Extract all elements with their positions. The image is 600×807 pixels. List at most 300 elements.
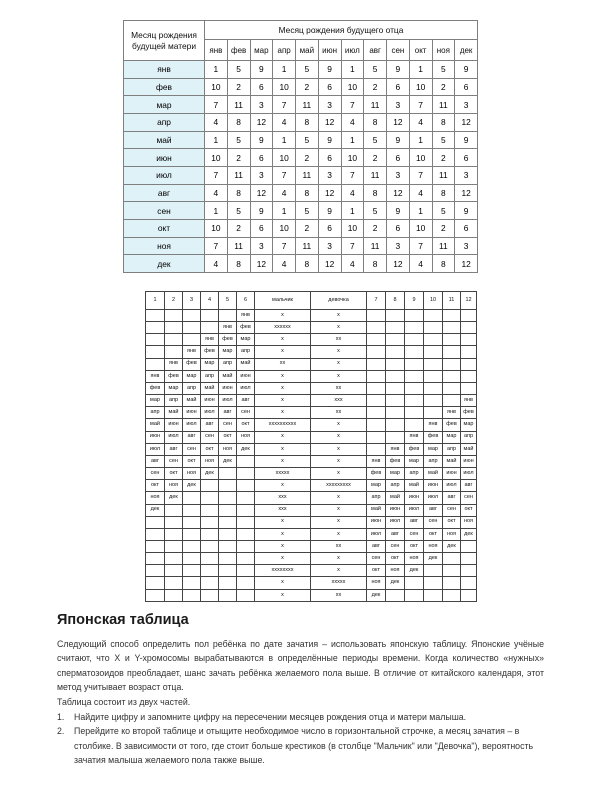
table-cell: 9: [455, 131, 478, 149]
table-cell: 10: [273, 78, 296, 96]
table-cell: 8: [432, 113, 455, 131]
table-cell: [237, 455, 255, 467]
table-header-row: [124, 21, 478, 40]
table-cell: [237, 565, 255, 577]
table-cell: дек: [219, 455, 237, 467]
table-cell: [367, 322, 386, 334]
table-cell: авг: [237, 395, 255, 407]
table-cell: 7: [341, 166, 364, 184]
table-cell: [367, 334, 386, 346]
table-cell: 6: [387, 219, 410, 237]
table-row: [146, 310, 477, 322]
table-cell: [461, 577, 477, 589]
table-cell: [165, 528, 183, 540]
table-cell: окт: [443, 516, 461, 528]
table-cell: [183, 528, 201, 540]
table-cell: 4: [341, 113, 364, 131]
table-cell: [405, 395, 424, 407]
table-row: [146, 504, 477, 516]
table-cell: окт: [201, 443, 219, 455]
table-header-cell: 4: [201, 292, 219, 310]
table-cell: май: [386, 492, 405, 504]
table-cell: 5: [432, 131, 455, 149]
table-cell: дек: [201, 468, 219, 480]
table-cell: [237, 528, 255, 540]
table-row: [124, 237, 478, 255]
table-cell: 8: [296, 184, 319, 202]
table-cell: 4: [273, 113, 296, 131]
table-cell: мар: [424, 443, 443, 455]
table-cell: [424, 322, 443, 334]
table-cell: 7: [205, 237, 228, 255]
table-cell: ноя: [146, 492, 165, 504]
table-cell: фев: [405, 443, 424, 455]
table-cell: [201, 540, 219, 552]
table-cell: 1: [409, 61, 432, 79]
table-cell: апр: [219, 358, 237, 370]
table-cell: x: [311, 419, 367, 431]
table-cell: сен: [146, 468, 165, 480]
table-cell: xxxxxx: [255, 322, 311, 334]
table-row: [146, 492, 477, 504]
table-cell: мар: [461, 419, 477, 431]
table-cell: апр: [237, 346, 255, 358]
table-header-cell: 5: [219, 292, 237, 310]
table-cell: ноя: [165, 480, 183, 492]
table-row: [146, 431, 477, 443]
table-cell: x: [255, 407, 311, 419]
table-cell: мар: [183, 370, 201, 382]
table-cell: 1: [205, 202, 228, 220]
table-cell: x: [255, 589, 311, 601]
table-cell: [201, 516, 219, 528]
table-row: [146, 455, 477, 467]
table-cell: дек: [461, 528, 477, 540]
table-cell: [146, 322, 165, 334]
table-cell: июл: [237, 382, 255, 394]
table-cell: окт: [165, 468, 183, 480]
table-cell: xxxxx: [255, 468, 311, 480]
table-cell: [146, 310, 165, 322]
table-cell: 6: [250, 149, 273, 167]
table-cell: 8: [364, 113, 387, 131]
table-row: [124, 78, 478, 96]
table-cell: [443, 577, 461, 589]
table-cell: 11: [364, 237, 387, 255]
table-cell: x: [311, 443, 367, 455]
table-cell: июн: [367, 516, 386, 528]
table-cell: [219, 468, 237, 480]
table-cell: [183, 334, 201, 346]
table-cell: 1: [205, 131, 228, 149]
table-cell: 7: [341, 237, 364, 255]
table-cell: авг: [183, 431, 201, 443]
table-cell: x: [255, 310, 311, 322]
table-cell: 12: [387, 255, 410, 273]
table-row: [146, 468, 477, 480]
table-cell: [424, 346, 443, 358]
table-cell: 6: [387, 149, 410, 167]
table-cell: ноя: [443, 528, 461, 540]
table-cell: 2: [227, 149, 250, 167]
table-cell: x: [311, 565, 367, 577]
table-cell: июн: [237, 370, 255, 382]
table-cell: [424, 589, 443, 601]
table-cell: июн: [443, 468, 461, 480]
table-cell: 4: [205, 184, 228, 202]
table-cell: фев: [183, 358, 201, 370]
table-header-cell: 3: [183, 292, 201, 310]
table-cell: [183, 565, 201, 577]
table-row: [146, 528, 477, 540]
table-cell: окт: [146, 480, 165, 492]
table-cell: ноя: [237, 431, 255, 443]
table-cell: ноя: [461, 516, 477, 528]
table-cell: 1: [341, 61, 364, 79]
table-cell: апр: [386, 480, 405, 492]
table-cell: 11: [432, 237, 455, 255]
table-cell: июн: [201, 395, 219, 407]
table-cell: 8: [432, 255, 455, 273]
table-cell: [201, 480, 219, 492]
table-cell: май: [461, 443, 477, 455]
table-cell: 10: [409, 149, 432, 167]
table-cell: [183, 310, 201, 322]
table-cell: сен: [183, 443, 201, 455]
table-cell: 9: [318, 131, 341, 149]
table-cell: 3: [387, 237, 410, 255]
table-cell: 10: [409, 219, 432, 237]
table-cell: [146, 516, 165, 528]
table-cell: x: [311, 528, 367, 540]
table-cell: июл: [367, 528, 386, 540]
table-cell: [461, 589, 477, 601]
table-cell: xx: [311, 540, 367, 552]
table-cell: мар: [201, 358, 219, 370]
table-cell: дек: [386, 577, 405, 589]
table-cell: авг: [424, 504, 443, 516]
table-cell: 12: [250, 113, 273, 131]
table-cell: [201, 589, 219, 601]
mother-month-label: июн: [124, 149, 205, 167]
table-cell: [443, 358, 461, 370]
table-cell: 7: [205, 166, 228, 184]
father-month-col-header: окт: [409, 40, 432, 61]
father-month-col-header: фев: [227, 40, 250, 61]
table-cell: авг: [405, 516, 424, 528]
table-cell: x: [311, 358, 367, 370]
mother-month-label: ноя: [124, 237, 205, 255]
table-cell: xxx: [255, 492, 311, 504]
mother-month-label: дек: [124, 255, 205, 273]
table-cell: окт: [367, 565, 386, 577]
table-cell: 7: [273, 166, 296, 184]
table-cell: x: [255, 455, 311, 467]
table-cell: [183, 516, 201, 528]
table-cell: 9: [387, 131, 410, 149]
table-row: [146, 407, 477, 419]
table-cell: фев: [146, 382, 165, 394]
table-cell: [237, 553, 255, 565]
table-cell: x: [255, 370, 311, 382]
table-cell: xxxxxxxxx: [311, 480, 367, 492]
table-row: [124, 96, 478, 114]
table-cell: [443, 310, 461, 322]
table-cell: x: [311, 310, 367, 322]
table-cell: [461, 346, 477, 358]
table-cell: [219, 480, 237, 492]
table-cell: окт: [219, 431, 237, 443]
table-cell: 10: [205, 149, 228, 167]
step-number: 2.: [57, 726, 65, 737]
table-cell: 6: [318, 219, 341, 237]
table-cell: x: [255, 443, 311, 455]
table-cell: 6: [455, 219, 478, 237]
table-cell: 3: [250, 166, 273, 184]
table-row: [146, 577, 477, 589]
table-cell: 5: [227, 61, 250, 79]
table-header-cell: мальчик: [255, 292, 311, 310]
table-cell: [367, 443, 386, 455]
table-cell: 12: [250, 255, 273, 273]
table-cell: 6: [455, 149, 478, 167]
table-cell: [424, 310, 443, 322]
mother-month-label: мар: [124, 96, 205, 114]
gender-probability-grid: [145, 291, 477, 602]
table-cell: дек: [367, 589, 386, 601]
table-cell: [367, 407, 386, 419]
table-cell: [201, 577, 219, 589]
table-cell: 1: [341, 131, 364, 149]
father-month-col-header: янв: [205, 40, 228, 61]
table-cell: x: [255, 334, 311, 346]
table-row: [146, 358, 477, 370]
table-cell: [219, 516, 237, 528]
table-header-cell: 11: [443, 292, 461, 310]
table-cell: июн: [165, 419, 183, 431]
table-cell: июл: [146, 443, 165, 455]
table-cell: апр: [443, 443, 461, 455]
table-cell: [165, 540, 183, 552]
table-header-cell: 10: [424, 292, 443, 310]
table-cell: [165, 322, 183, 334]
table-cell: окт: [183, 455, 201, 467]
table-cell: xx: [311, 334, 367, 346]
table-cell: xx: [311, 382, 367, 394]
table-cell: x: [255, 382, 311, 394]
table-cell: фев: [386, 455, 405, 467]
table-cell: дек: [405, 565, 424, 577]
table-cell: [424, 334, 443, 346]
step-text: Перейдите ко второй таблице и отыщите необходимое число в горизонтальной строчке, а месяц зачатия – в столбике. В зависимости от того, где стоит больше крестиков (в столбце "Мальчик" или "Девочка"), вероятность зачатия малыша желаемого пола также выше.: [74, 726, 534, 766]
table-cell: [201, 565, 219, 577]
table-cell: [461, 540, 477, 552]
table-cell: окт: [405, 540, 424, 552]
parents-month-table: [123, 20, 478, 273]
table-cell: окт: [461, 504, 477, 516]
table-cell: xxxxx: [311, 577, 367, 589]
table-cell: сен: [367, 553, 386, 565]
table-cell: [443, 589, 461, 601]
table-cell: [461, 565, 477, 577]
table-cell: 1: [409, 131, 432, 149]
table-cell: [201, 310, 219, 322]
table-cell: [461, 310, 477, 322]
table-cell: фев: [201, 346, 219, 358]
table-header-cell: девочка: [311, 292, 367, 310]
table-cell: 7: [341, 96, 364, 114]
table-cell: фев: [219, 334, 237, 346]
table-cell: [405, 322, 424, 334]
table-cell: x: [311, 492, 367, 504]
table-cell: 2: [364, 219, 387, 237]
table-row: [124, 202, 478, 220]
table-cell: авг: [201, 419, 219, 431]
table-cell: [461, 334, 477, 346]
table-cell: 4: [273, 184, 296, 202]
table-cell: 2: [432, 78, 455, 96]
table-row: [146, 382, 477, 394]
table-cell: [146, 346, 165, 358]
table-cell: 7: [273, 96, 296, 114]
table-cell: 3: [250, 237, 273, 255]
table-row: [124, 255, 478, 273]
table-cell: 3: [318, 96, 341, 114]
mother-month-label: май: [124, 131, 205, 149]
table-cell: [165, 310, 183, 322]
table-cell: авг: [367, 540, 386, 552]
table-cell: 12: [455, 184, 478, 202]
table-cell: 9: [387, 61, 410, 79]
table-cell: [405, 577, 424, 589]
table-cell: мар: [165, 382, 183, 394]
table-cell: [405, 310, 424, 322]
table-row: [124, 61, 478, 79]
table-row: [146, 322, 477, 334]
table-cell: 2: [432, 149, 455, 167]
table-cell: [386, 310, 405, 322]
table-cell: мар: [237, 334, 255, 346]
table-header-cell: 6: [237, 292, 255, 310]
table-cell: x: [255, 516, 311, 528]
table-cell: 12: [318, 255, 341, 273]
table-cell: [165, 334, 183, 346]
table-cell: x: [255, 577, 311, 589]
table-cell: июл: [165, 431, 183, 443]
table-cell: [461, 553, 477, 565]
father-month-col-header: авг: [364, 40, 387, 61]
table-cell: [146, 577, 165, 589]
table-cell: [443, 565, 461, 577]
table-cell: янв: [219, 322, 237, 334]
table-cell: янв: [201, 334, 219, 346]
table-cell: июл: [183, 419, 201, 431]
table-cell: [146, 553, 165, 565]
father-month-col-header: дек: [455, 40, 478, 61]
table-cell: 11: [296, 96, 319, 114]
table-cell: [386, 382, 405, 394]
mother-month-label: сен: [124, 202, 205, 220]
table-cell: 8: [432, 184, 455, 202]
table-cell: июл: [201, 407, 219, 419]
table-cell: 5: [296, 202, 319, 220]
mother-month-label: янв: [124, 61, 205, 79]
table-cell: [405, 334, 424, 346]
table-cell: 2: [296, 219, 319, 237]
table-cell: май: [237, 358, 255, 370]
table-cell: [461, 322, 477, 334]
table-row: [146, 395, 477, 407]
table-cell: сен: [443, 504, 461, 516]
table-cell: сен: [461, 492, 477, 504]
table-cell: [146, 528, 165, 540]
table-cell: [443, 395, 461, 407]
table-cell: дек: [146, 504, 165, 516]
table-cell: [146, 334, 165, 346]
table-cell: май: [219, 370, 237, 382]
table-cell: [386, 346, 405, 358]
table-cell: июл: [461, 468, 477, 480]
table-cell: июн: [183, 407, 201, 419]
list-item: [57, 724, 544, 767]
table-header-row: [146, 292, 477, 310]
table-cell: [219, 589, 237, 601]
table-cell: май: [405, 480, 424, 492]
table-cell: май: [201, 382, 219, 394]
table-header-cell: 2: [165, 292, 183, 310]
step-number: 1.: [57, 712, 65, 722]
table-cell: 9: [455, 202, 478, 220]
table-cell: 8: [364, 184, 387, 202]
table-cell: x: [255, 346, 311, 358]
father-month-col-header: ноя: [432, 40, 455, 61]
table-cell: [424, 565, 443, 577]
table-cell: [405, 346, 424, 358]
table-cell: 4: [273, 255, 296, 273]
table-row: [146, 370, 477, 382]
table-cell: 2: [296, 149, 319, 167]
table-cell: окт: [386, 553, 405, 565]
table-cell: xxx: [311, 395, 367, 407]
table-row: [146, 480, 477, 492]
table-cell: [367, 370, 386, 382]
table-cell: 2: [364, 78, 387, 96]
table-cell: 5: [364, 61, 387, 79]
table-cell: 2: [432, 219, 455, 237]
table-cell: сен: [219, 419, 237, 431]
table-cell: сен: [165, 455, 183, 467]
table-cell: 11: [364, 166, 387, 184]
table-cell: июл: [219, 395, 237, 407]
table-cell: [183, 504, 201, 516]
table-cell: 11: [364, 96, 387, 114]
table-cell: окт: [424, 528, 443, 540]
table-cell: фев: [424, 431, 443, 443]
list-item: [57, 710, 544, 724]
corner-line-2: будущей матери: [131, 40, 197, 51]
table-cell: [201, 528, 219, 540]
table-cell: мар: [443, 431, 461, 443]
table-cell: фев: [237, 322, 255, 334]
table-cell: [424, 382, 443, 394]
table-cell: июн: [386, 504, 405, 516]
table-cell: 8: [227, 113, 250, 131]
table-cell: [367, 346, 386, 358]
table-cell: 8: [227, 255, 250, 273]
table-cell: 1: [273, 61, 296, 79]
table-cell: июл: [443, 480, 461, 492]
table-cell: [201, 492, 219, 504]
